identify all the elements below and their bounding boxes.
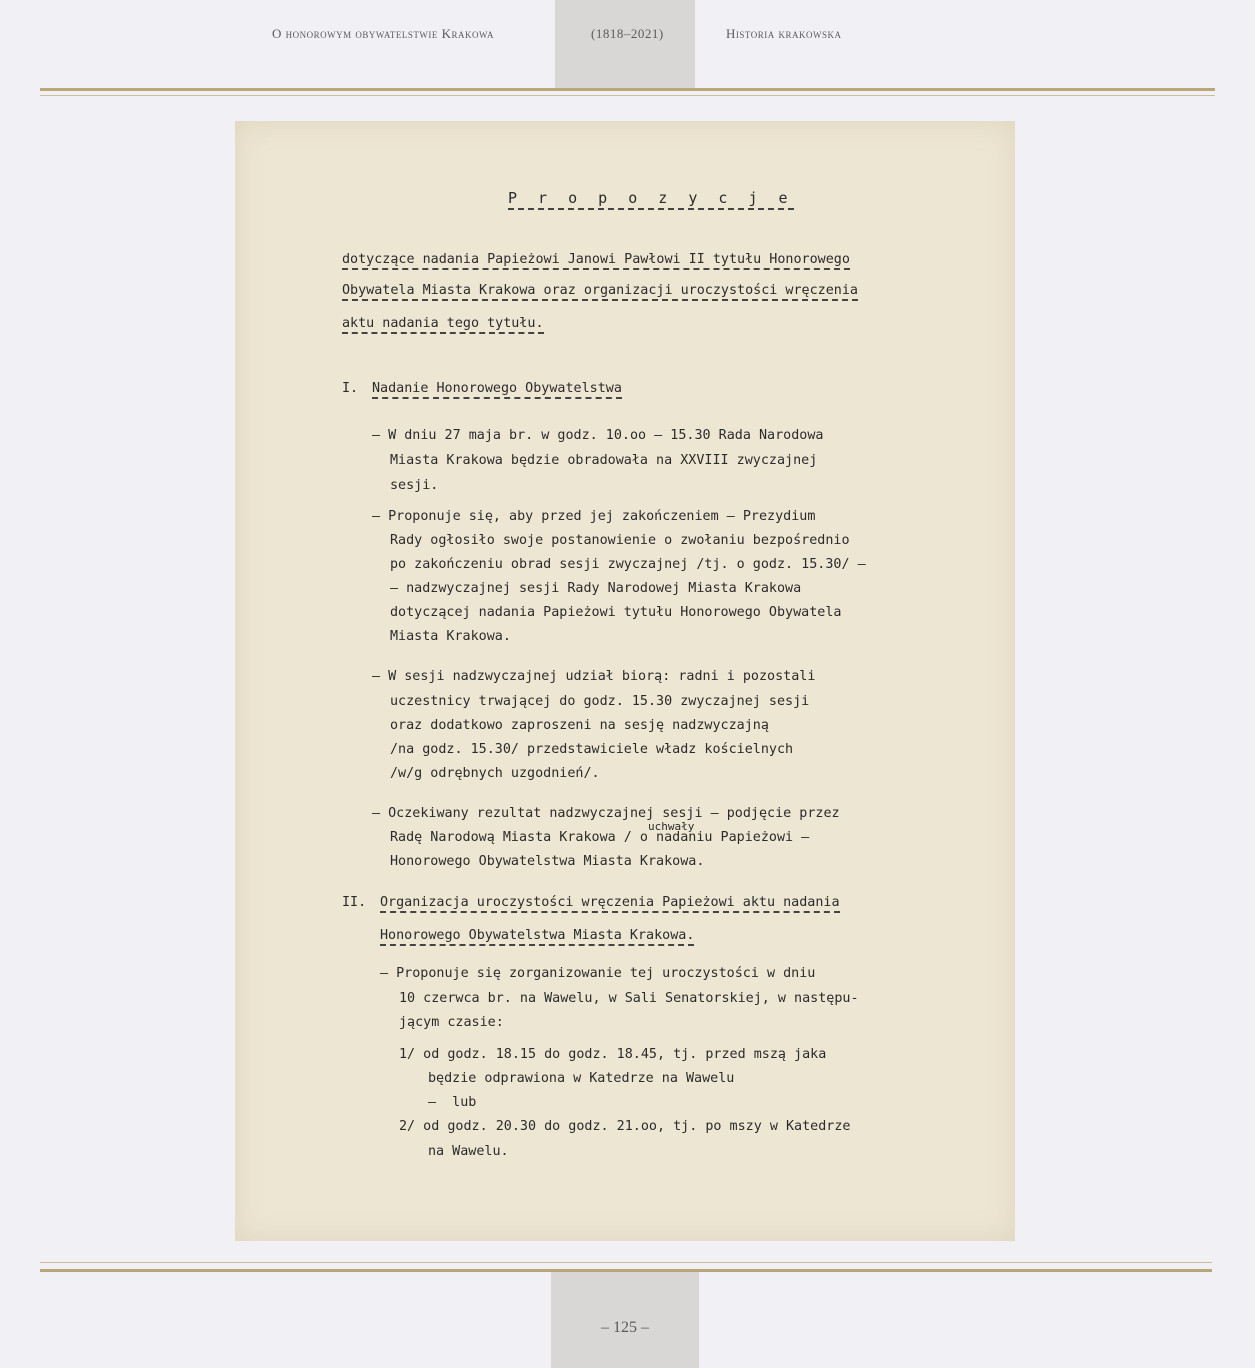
section-2-label: II. [342,895,367,910]
section-2-heading-line-1: Organizacja uroczystości wręczenia Papieżowi aktu nadania [380,896,840,913]
s1-p4-line-3: Honorowego Obywatelstwa Miasta Krakowa. [390,854,705,869]
s1-p3-line-1: – W sesji nadzwyczajnej udział biorą: radni i pozostali [372,669,816,684]
running-head-right: Historia krakowska [726,26,842,41]
s2-opt1-line-1: 1/ od godz. 18.15 do godz. 18.45, tj. przed mszą jaka [399,1047,827,1062]
s1-p2-line-3: po zakończeniu obrad sesji zwyczajnej /tj. o godz. 15.30/ – [390,557,866,572]
s1-p2-line-1: – Proponuje się, aby przed jej zakończeniem – Prezydium [372,509,816,524]
s1-p3-line-3: oraz dodatkowo zaproszeni na sesję nadzwyczajną [390,718,769,733]
subtitle-line-3: aktu nadania tego tytułu. [342,317,544,334]
section-1-heading: Nadanie Honorowego Obywatelstwa [372,382,622,399]
s1-p2-line-5: dotyczącej nadania Papieżowi tytułu Honorowego Obywatela [390,605,842,620]
s2-or: – lub [428,1095,477,1110]
s2-opt2-line-1: 2/ od godz. 20.30 do godz. 21.oo, tj. po mszy w Katedrze [399,1119,851,1134]
s1-p1-line-1: – W dniu 27 maja br. w godz. 10.oo – 15.30 Rada Narodowa [372,428,824,443]
s2-p1-line-1: – Proponuje się zorganizowanie tej uroczystości w dniu [380,966,816,981]
s1-p3-line-5: /w/g odrębnych uzgodnień/. [390,766,600,781]
s1-p2-line-2: Rady ogłosiło swoje postanowienie o zwołaniu bezpośrednio [390,533,850,548]
running-head-center: (1818–2021) [591,26,664,41]
page-number: – 125 – [601,1319,649,1336]
bottom-rule [40,1262,1212,1272]
s1-p1-line-2: Miasta Krakowa będzie obradowała na XXVIII zwyczajnej [390,453,818,468]
subtitle-line-1: dotyczące nadania Papieżowi Janowi Pawłowi II tytułu Honorowego [342,253,850,270]
s2-p1-line-3: jącym czasie: [399,1015,504,1030]
s1-p3-line-2: uczestnicy trwającej do godz. 15.30 zwyczajnej sesji [390,694,810,709]
running-head-left: O honorowym obywatelstwie Krakowa [272,26,495,41]
s1-p2-line-4: – nadzwyczajnej sesji Rady Narodowej Miasta Krakowa [390,581,802,596]
section-2-heading-line-2: Honorowego Obywatelstwa Miasta Krakowa. [380,929,694,946]
s1-p4-line-1: – Oczekiwany rezultat nadzwyczajnej sesji – podjęcie przez [372,806,840,821]
scanned-document [235,121,1015,1241]
top-rule [40,88,1215,96]
section-1-label: I. [342,381,359,396]
header-center-band [555,0,695,90]
s1-p4-insert: uchwały [648,820,695,833]
subtitle-line-2: Obywatela Miasta Krakowa oraz organizacji uroczystości wręczenia [342,284,858,301]
s1-p2-line-6: Miasta Krakowa. [390,629,511,644]
s1-p3-line-4: /na godz. 15.30/ przedstawiciele władz kościelnych [390,742,794,757]
document-title: P r o p o z y c j e [508,191,794,210]
s1-p4-line-2: Radę Narodową Miasta Krakowa / o nadaniu Papieżowi – [390,830,810,845]
s2-opt2-line-2: na Wawelu. [428,1144,509,1159]
s2-p1-line-2: 10 czerwca br. na Wawelu, w Sali Senatorskiej, w następu- [399,991,859,1006]
s1-p1-line-3: sesji. [390,478,439,493]
s2-opt1-line-2: będzie odprawiona w Katedrze na Wawelu [428,1071,735,1086]
